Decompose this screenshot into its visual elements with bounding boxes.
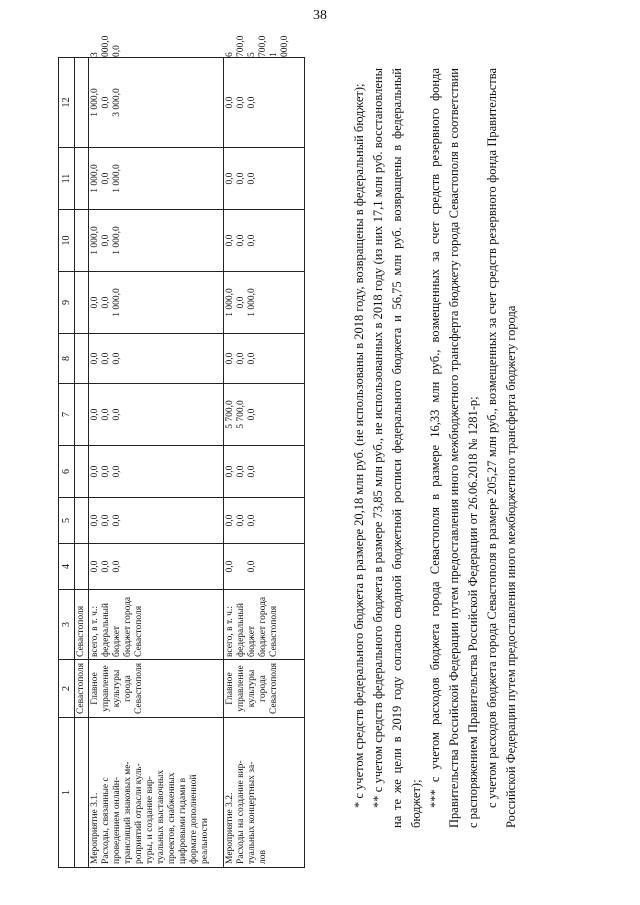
header-cell: 6 <box>59 446 75 498</box>
text-line: туры, и создание вир- <box>145 776 155 864</box>
text-line: Севастополя <box>134 662 144 715</box>
text-line: реальности <box>200 818 210 864</box>
page-number: 38 <box>313 8 327 23</box>
text-line: туальных выставочных <box>156 769 166 864</box>
header-cell: 3 <box>59 590 75 660</box>
value-cell: 1 000,0 0,0 1 000,0 <box>89 210 224 272</box>
value-cell: 0,0 0,0 0,0 <box>224 498 305 544</box>
value-cell: 1 000,0 0,0 1 000,0 <box>89 148 224 210</box>
value-cell: 0,0 0,0 <box>224 544 305 590</box>
header-cell: 5 <box>59 498 75 544</box>
text-line: Севастополя <box>269 662 279 715</box>
text-line: проведением онлайн- <box>112 776 122 864</box>
text-line: формате дополненной <box>189 774 199 864</box>
text-line: Расходы на создание вир- <box>236 760 246 864</box>
text-line: Главное <box>225 672 235 705</box>
header-cell: 1 <box>59 718 75 868</box>
value-cell: 0,0 0,0 0,0 <box>89 498 224 544</box>
executor-cell <box>224 660 305 718</box>
text-line: всего, в т. ч.: <box>225 606 235 657</box>
measure-description-cell <box>224 718 305 868</box>
text-line: управление <box>236 665 246 712</box>
footnote: ** с учетом средств федерального бюджета в размере 73,85 млн руб., не использованных в 2018 году (из них 17,1 млн руб. восстановлены на те же цели в 2019 году согласно сводной бюджетной росписи федерального бюджета и 56,75 млн руб. возвращены в федеральный бюджет); <box>371 68 423 828</box>
table-row: Мероприятие 3.2. Расходы на создание вир- туальных концертных за- лов Главное управление культуры города Севастополя всего, в т. ч.: федеральный бюджет бюджет города Севастополя 0,0 0,0 0,0 0,0 0,0 0,0 0,0 0,0 5 700,0 5 700,0 0,0 0,0 0,0 0,0 1 000,0 0,0 1 000,0 0,0 0,0 0,0 0,0 0,0 0,0 0,0 0,0 0,0 6 700,0 5 700,0 1 000,0 <box>224 58 305 868</box>
text-line: бюджет <box>247 625 257 657</box>
value-cell: 0,0 0,0 0,0 <box>89 384 224 446</box>
header-cell: 11 <box>59 148 75 210</box>
header-cell: 4 <box>59 544 75 590</box>
text-line: города <box>258 675 268 702</box>
value-cell: 0,0 0,0 0,0 <box>224 334 305 384</box>
footnotes <box>350 68 521 828</box>
value-cell: 1 000,0 0,0 1 000,0 <box>224 272 305 334</box>
rotated-page-content <box>50 35 590 868</box>
executor-cell: Севастополя <box>75 660 89 718</box>
footnote: с учетом расходов бюджета города Севастополя в размере 205,27 млн руб., возмещенных за счет средств резервного фонда Правительства Российской Федерации путем предоставления иного межбюджетного трансферта бюджету города <box>485 68 518 828</box>
text-line: Мероприятие 3.1. <box>90 792 100 864</box>
text-line: всего, в т. ч.: <box>90 606 100 657</box>
text-line: управление <box>101 665 111 712</box>
source-cell <box>89 590 224 660</box>
table-row: Мероприятие 3.1. Расходы, связанные с проведением онлайн- трансляций знаковых ме- роприятий отрасли куль- туры, и создание вир- туальных выставочных проектов, снабженных цифровыми гидами в формате дополненной реальности Главное управление культуры города Севастополя всего, в т. ч.: федеральный бюджет бюджет города Севастополя 0,0 0,0 0,0 0,0 0,0 0,0 0,0 0,0 0,0 0,0 0,0 0,0 0,0 0,0 0,0 0,0 0,0 1 000,0 1 000,0 0,0 1 000,0 1 000,0 0,0 1 000,0 1 000,0 0,0 3 000,0 3 000,0 0,0 <box>89 58 224 868</box>
budget-table <box>58 35 305 868</box>
text-line: культуры <box>247 669 257 708</box>
text-line: бюджет города <box>258 596 268 657</box>
header-cell: 12 <box>59 58 75 148</box>
value-cell: 1 000,0 0,0 3 000,0 <box>89 58 224 148</box>
table-header-row <box>59 58 75 868</box>
text-line: проектов, снабженных <box>167 772 177 864</box>
header-cell: 10 <box>59 210 75 272</box>
text-line: Севастополя <box>269 605 279 657</box>
value-cell: 0,0 0,0 1 000,0 <box>89 272 224 334</box>
text-line: бюджет <box>112 625 122 657</box>
table-row-continuation <box>75 58 89 868</box>
value-cell: 0,0 0,0 0,0 <box>224 446 305 498</box>
header-cell: 7 <box>59 384 75 446</box>
header-cell: 9 <box>59 272 75 334</box>
value-cell: 0,0 0,0 0,0 <box>89 446 224 498</box>
text-line: Севастополя <box>134 605 144 657</box>
footnote: * с учетом средств федерального бюджета в размере 20,18 млн руб. (не использованы в 2018 году, возвращены в федеральный бюджет); <box>352 83 366 808</box>
text-line: трансляций знаковых ме- <box>123 761 133 864</box>
text-line: туальных концертных за- <box>247 761 257 864</box>
value-cell: 0,0 0,0 0,0 <box>89 334 224 384</box>
value-cell: 0,0 0,0 0,0 <box>224 148 305 210</box>
header-cell: 2 <box>59 660 75 718</box>
measure-description-cell <box>89 718 224 868</box>
text-line: лов <box>258 850 268 864</box>
value-cell: 0,0 0,0 0,0 <box>89 544 224 590</box>
text-line: Мероприятие 3.2. <box>225 792 235 864</box>
value-cell: 5 700,0 5 700,0 0,0 <box>224 384 305 446</box>
footnote: *** с учетом расходов бюджета города Севастополя в размере 16,33 млн руб., возмещенных за счет средств резервного фонда Правительства Российской Федерации путем предоставления иного межбюджетного трансферта бюджету города Севастополя в соответствии с распоряжением Правительства Российской Федерации от 26.06.2018 № 1281-р; <box>428 68 480 828</box>
text-line: города <box>123 675 133 702</box>
text-line: культуры <box>112 669 122 708</box>
value-cell: 0,0 0,0 0,0 <box>224 58 305 148</box>
text-line: бюджет города <box>123 596 133 657</box>
text-line: Расходы, связанные с <box>101 777 111 864</box>
source-cell <box>224 590 305 660</box>
text-line: Главное <box>90 672 100 705</box>
value-cell: 0,0 0,0 0,0 <box>224 210 305 272</box>
executor-cell <box>89 660 224 718</box>
text-line: роприятий отрасли куль- <box>134 763 144 864</box>
text-line: цифровыми гидами в <box>178 777 188 864</box>
text-line: федеральный <box>236 603 246 657</box>
source-cell: Севастополя <box>75 590 89 660</box>
header-cell: 8 <box>59 334 75 384</box>
text-line: федеральный <box>101 603 111 657</box>
